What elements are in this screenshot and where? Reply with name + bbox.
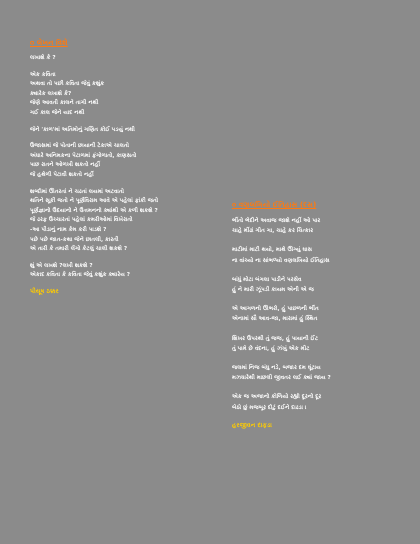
- poem-line: જે ઢરફ ઉચ્ચારતાં પહેલાં કમરીઓમાં વિખેરાતો: [30, 217, 133, 224]
- poem-line: મઝધારેથી માછલી જીવતર લઈ ક્યાં જાય ?: [232, 375, 331, 382]
- poem-line: જેણે આવતી કાલને તાગી નથી: [30, 100, 99, 107]
- stanza: [232, 275, 392, 295]
- right-heading: ૦ વણલખિયો ઈતિહાસ (દસ): [232, 200, 317, 209]
- poem-line: એકાદ કવિતા કે કવિતા જેવું કશુંક ક્યારેય ?: [30, 272, 130, 279]
- poem-line: માટીમાં માટી થયો, માથે ઊગ્યું ઘાસ: [232, 247, 313, 254]
- stanza: [232, 363, 392, 383]
- poem-line: એ આગળનો ઊભરો, હું પાછળની ભીંત: [232, 306, 319, 313]
- left-heading: ૦ લેખન વિશે: [30, 38, 68, 47]
- poem-line: પાછ રાતને ઓળખી શકતો નહીં: [30, 162, 101, 169]
- left-signature: પીયૂષ ઠક્કર: [30, 287, 59, 295]
- poem-line: અંધારે અનિમકના પેટાળમાં ફંગોળાતો, કાણસતો: [30, 152, 137, 159]
- left-column: [30, 38, 220, 296]
- stanza: [232, 334, 392, 354]
- stanza: [30, 71, 220, 119]
- poem-line: બાંધું મોટા બંગલા પાડીને પરસેવ: [232, 276, 302, 283]
- stanza: [232, 245, 392, 265]
- stanza: [30, 262, 220, 281]
- poem-line: એક જ અજાનો કોળિયો રહ્યો દૂરનો દૂર: [232, 394, 322, 401]
- stanza: [232, 392, 392, 412]
- right-signature: હરજીવન દાફડા: [232, 421, 272, 429]
- poem-line: એક કવિતા: [30, 71, 56, 78]
- poem-line: ના વાંચ્યો ના સાંભળ્યો વણલખિયો ઈતિહાસ: [232, 257, 330, 264]
- poem-line: શબ્દોમાં ઊતરતાં ને ચઢતાં લયમાં અટવાતો: [30, 188, 124, 195]
- stanza: [30, 142, 220, 180]
- stanza: [232, 216, 392, 236]
- poem-line: લખાશે કે ?: [30, 55, 56, 61]
- poem-line: હું ને મારી ઝૂંપડી કાયમ એની એ જ: [232, 287, 314, 294]
- stanza: [30, 126, 220, 136]
- left-poem: [30, 54, 220, 281]
- poem-line: ભીંતો ભેદીને અવાજ જાશે નહીં ઓ પાર: [232, 218, 321, 224]
- stanza: [30, 54, 220, 64]
- poem-line: બેઠો છું મજબૂર દોટું દઈને દાઢડા ।: [232, 404, 307, 411]
- poem-line: તું પામે છે વંદના, હું ઝંખું એક મીટ: [232, 345, 310, 352]
- poem-line: જે હથેળી પેટાવી શકતો નહીં: [30, 171, 94, 178]
- poem-line: શું એ લખશે ?લખી શકશે ?: [30, 262, 93, 269]
- right-column: [232, 200, 392, 430]
- poem-line: ચાહે મીંઢાં ગીત ગા, ચાહે કર ચિત્કાર: [232, 228, 314, 235]
- poem-line: ઉજાસમાં જે પોતાની છાયાની ટેકાએ ચાલતો: [30, 143, 129, 150]
- poem-line: પછે પછે જાત-કથા જેને છાતલી, કારતી: [30, 236, 119, 243]
- poem-line: એ તારી કે તમારી લેંગો કેટલું ચાલી શકશે ?: [30, 246, 128, 253]
- stanza: [30, 188, 220, 255]
- poem-line: જલમાં નિજ બંધુ નડે, બજાર દમ ઘૂંટાય: [232, 365, 321, 372]
- stanza: [232, 304, 392, 324]
- poem-line: શિખર ઉપરથી તું જજ, હું પાયાની ઈંટ: [232, 335, 319, 342]
- poem-line: -આ પીડાનું નામ કેમ કરી પાડશે ?: [30, 226, 107, 233]
- poem-line: જેને 'કાળ'માં અતિમોનું ગણિત કોઈ પડયું નથી: [30, 126, 135, 133]
- poem-line: પૂર્ણજ્ઞાનો ઉદયાનો ને ઉત્તમનનો ક્યાંથી એ કળી શકશે ?: [30, 207, 158, 214]
- poem-line: ક્યારેક લખાશે કે?: [30, 90, 72, 97]
- poem-line: ગઈ કાલ જેને યાદ નથી: [30, 109, 85, 116]
- poem-line: થતિને સૂકી જતો ને પૂર્ણવિરામ આવે એ પહેલાં ફાંકી જતો: [30, 198, 159, 205]
- poem-line: અથવા તો પછી કવિતા જેવું કશુંક: [30, 81, 105, 88]
- poem-line: એનામાં સૌ આવ-જા, મારામાં હું સ્થિત: [232, 316, 318, 323]
- right-poem: [232, 216, 392, 413]
